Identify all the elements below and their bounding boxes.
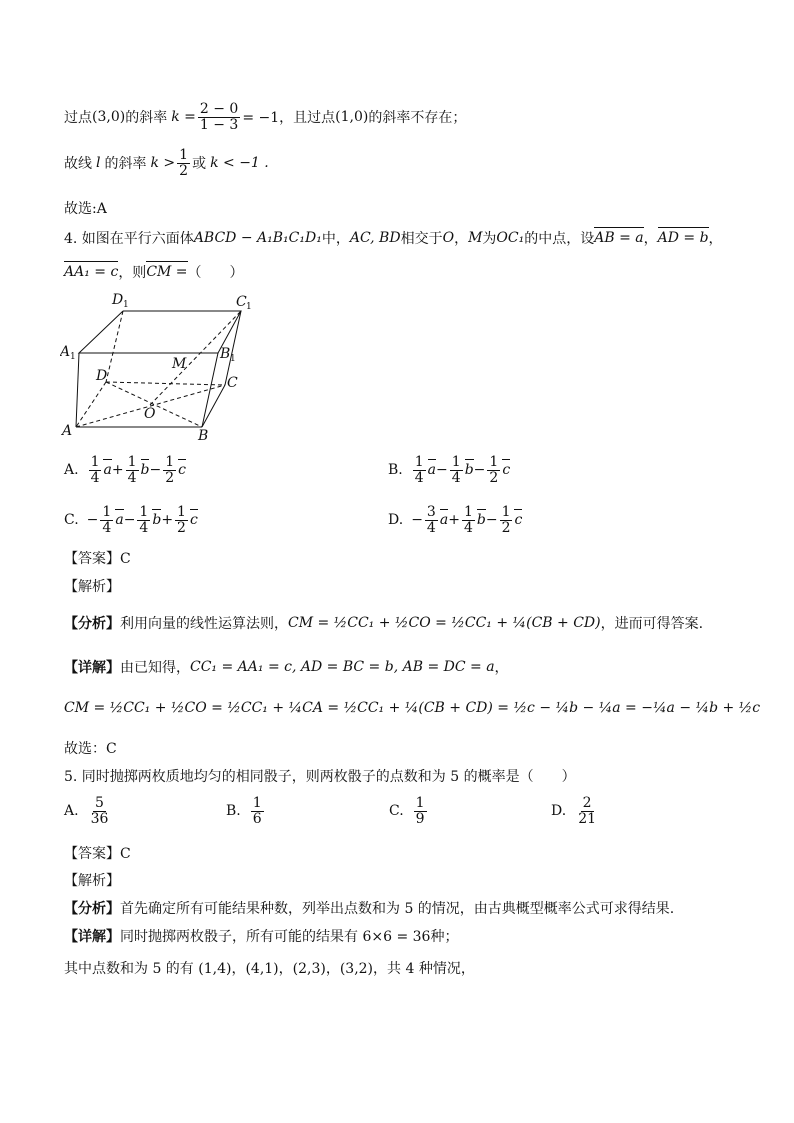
fraction bbox=[576, 796, 598, 826]
numerator: 1 bbox=[102, 504, 112, 520]
vector: a bbox=[439, 512, 449, 529]
numerator: 1 bbox=[414, 454, 424, 470]
vector-ab: AB = a bbox=[594, 230, 644, 246]
denominator: 6 bbox=[252, 810, 262, 827]
fraction bbox=[414, 796, 427, 826]
q4-stem-line-1 bbox=[64, 228, 723, 248]
q4-fenxi bbox=[64, 613, 703, 633]
label-d1-sub: 1 bbox=[123, 300, 129, 310]
fraction bbox=[487, 455, 500, 485]
slope-line-2 bbox=[64, 148, 269, 178]
text: 过点 bbox=[64, 110, 92, 127]
label-c1-sub: 1 bbox=[246, 302, 252, 312]
text: ，则 bbox=[118, 265, 147, 281]
q4-derivation bbox=[64, 700, 760, 716]
vector: b bbox=[140, 462, 150, 479]
fraction bbox=[163, 455, 176, 485]
numerator: 1 bbox=[463, 504, 473, 520]
point: (1,0) bbox=[335, 109, 369, 126]
label-d: D bbox=[96, 368, 108, 384]
text: 或 bbox=[192, 156, 207, 173]
numerator: 2 bbox=[582, 795, 592, 811]
fraction bbox=[425, 505, 438, 535]
point: (3,0) bbox=[92, 109, 126, 126]
q5-option-a[interactable] bbox=[64, 796, 112, 826]
label-c1: C bbox=[236, 294, 247, 310]
vector: c bbox=[178, 462, 186, 479]
fraction bbox=[450, 455, 463, 485]
vector-aa1: AA₁ = c bbox=[64, 264, 119, 280]
denominator: 9 bbox=[415, 810, 425, 827]
vector: b bbox=[464, 462, 474, 479]
option-label: A. bbox=[64, 462, 79, 479]
q4-option-b[interactable] bbox=[388, 455, 510, 485]
option-label: D. bbox=[388, 512, 404, 529]
q5-stem: 5. 同时抛掷两枚质地均匀的相同骰子，则两枚骰子的点数和为 5 的概率是（ ） bbox=[64, 769, 576, 785]
text: 故线 bbox=[64, 156, 92, 173]
text: ， bbox=[708, 231, 723, 247]
numerator: 1 bbox=[501, 504, 511, 520]
numerator: 1 bbox=[139, 504, 149, 520]
text: 中， bbox=[321, 231, 350, 247]
q4-stem-line-2 bbox=[64, 262, 244, 282]
label-b1: B bbox=[220, 346, 231, 362]
numerator: 1 bbox=[252, 795, 262, 811]
numerator: 3 bbox=[426, 504, 436, 520]
denominator: 36 bbox=[90, 810, 109, 827]
text: 由已知得， bbox=[120, 660, 190, 676]
q4-option-d[interactable] bbox=[388, 505, 522, 535]
denominator: 4 bbox=[127, 469, 137, 486]
label-c: C bbox=[227, 375, 238, 391]
operator: − bbox=[473, 462, 486, 479]
numerator: 1 bbox=[165, 454, 175, 470]
denominator: 4 bbox=[102, 519, 112, 536]
q5-answer: 【答案】C bbox=[64, 846, 131, 862]
operator: + bbox=[111, 462, 124, 479]
slope-line-1 bbox=[64, 102, 466, 132]
denominator: 2 bbox=[165, 469, 175, 486]
denominator: 4 bbox=[463, 519, 473, 536]
operator: + bbox=[448, 512, 460, 529]
line-symbol: l bbox=[96, 155, 101, 172]
slope-symbol: k = bbox=[171, 109, 196, 126]
fraction bbox=[126, 455, 139, 485]
text: ， bbox=[643, 231, 658, 247]
vector-ad: AD = b bbox=[657, 230, 709, 246]
denominator: 2 bbox=[501, 519, 511, 536]
sign: − bbox=[86, 512, 99, 529]
operator: − bbox=[149, 462, 162, 479]
q5-analysis-heading: 【解析】 bbox=[64, 873, 120, 889]
text: 相交于 bbox=[400, 231, 443, 247]
q4-final-answer: 故选：C bbox=[64, 741, 117, 757]
label-b: B bbox=[198, 428, 209, 444]
option-label: B. bbox=[226, 803, 241, 820]
q4-option-a[interactable] bbox=[64, 455, 186, 485]
sign: − bbox=[411, 512, 423, 529]
fraction bbox=[89, 796, 111, 826]
formula: CC₁ = AA₁ = c, AD = BC = b, AB = DC = a bbox=[190, 659, 495, 675]
option-label: C. bbox=[64, 512, 79, 529]
solid-name: ABCD − A₁B₁C₁D₁ bbox=[193, 230, 322, 246]
denominator: 2 bbox=[179, 162, 189, 179]
vector: c bbox=[189, 512, 198, 529]
q5-option-b[interactable] bbox=[226, 796, 266, 826]
section-tag: 【分析】 bbox=[64, 616, 120, 632]
vector-cm: CM = bbox=[146, 264, 188, 280]
fraction bbox=[175, 505, 188, 535]
slope-symbol: k > bbox=[150, 155, 176, 172]
vector: b bbox=[476, 512, 486, 529]
point-m: M bbox=[468, 230, 483, 246]
label-a1: A bbox=[60, 344, 71, 360]
option-label: D. bbox=[551, 803, 567, 820]
text: 的斜率 bbox=[125, 110, 168, 127]
vector: a bbox=[115, 512, 124, 529]
text: ，进而可得答案. bbox=[600, 616, 704, 632]
section-tag: 【分析】 bbox=[64, 901, 120, 917]
text: 4. 如图在平行六面体 bbox=[64, 231, 194, 247]
numerator: 2 − 0 bbox=[199, 101, 239, 117]
q5-option-c[interactable] bbox=[389, 796, 429, 826]
numerator: 1 bbox=[177, 504, 186, 520]
q5-xiangjie bbox=[64, 926, 458, 946]
label-a: A bbox=[62, 423, 73, 439]
numerator: 1 bbox=[451, 454, 461, 470]
text: 的斜率 bbox=[104, 156, 147, 173]
segment-oc1: OC₁ bbox=[496, 230, 525, 246]
formula: CM = ½CC₁ + ½CO = ½CC₁ + ¼(CB + CD) bbox=[288, 615, 601, 631]
point-o: O bbox=[442, 230, 455, 246]
fraction bbox=[177, 148, 190, 178]
denominator: 2 bbox=[489, 469, 499, 486]
section-tag: 【详解】 bbox=[64, 660, 120, 676]
formula: CM = ½CC₁ + ½CO = ½CC₁ + ¼CA = ½CC₁ + ¼(CB + CD) = ½c − ¼b − ¼a = −¼a − ¼b + ½c bbox=[64, 700, 761, 716]
q5-fenxi bbox=[64, 898, 674, 918]
text: 的中点，设 bbox=[524, 231, 595, 247]
operator: − bbox=[123, 512, 136, 529]
segments: AC, BD bbox=[349, 230, 401, 246]
label-d1: D bbox=[112, 292, 124, 308]
fraction bbox=[198, 102, 240, 132]
inequality: k < −1 . bbox=[210, 155, 269, 172]
label-a1-sub: 1 bbox=[70, 352, 76, 362]
denominator: 2 bbox=[177, 519, 186, 536]
denominator: 1 − 3 bbox=[199, 116, 239, 133]
vector: c bbox=[514, 512, 523, 529]
fraction bbox=[137, 505, 150, 535]
denominator: 21 bbox=[578, 810, 597, 827]
numerator: 5 bbox=[95, 795, 104, 811]
option-label: B. bbox=[388, 462, 403, 479]
text: 同时抛掷两枚骰子，所有可能的结果有 6×6 = 36种； bbox=[120, 929, 459, 945]
fraction bbox=[251, 796, 264, 826]
vector: b bbox=[152, 512, 162, 529]
numerator: 1 bbox=[90, 454, 100, 470]
denominator: 4 bbox=[139, 519, 149, 536]
operator: − bbox=[436, 462, 448, 479]
denominator: 4 bbox=[414, 469, 424, 486]
denominator: 4 bbox=[451, 469, 461, 486]
denominator: 4 bbox=[90, 469, 100, 486]
prev-answer: 故选:A bbox=[64, 201, 107, 217]
option-label: A. bbox=[64, 803, 79, 820]
operator: − bbox=[485, 512, 498, 529]
label-m: M bbox=[172, 356, 187, 372]
label-b1-sub: 1 bbox=[230, 354, 236, 364]
q4-analysis-heading: 【解析】 bbox=[64, 579, 120, 595]
fraction bbox=[462, 505, 475, 535]
text: 的斜率不存在； bbox=[368, 110, 467, 127]
numerator: 1 bbox=[179, 147, 189, 163]
vector: a bbox=[103, 462, 112, 479]
numerator: 1 bbox=[489, 454, 499, 470]
section-tag: 【详解】 bbox=[64, 929, 120, 945]
operator: + bbox=[161, 512, 174, 529]
vector: a bbox=[427, 462, 437, 479]
text: （ ） bbox=[187, 265, 244, 281]
numerator: 1 bbox=[127, 454, 137, 470]
label-o: O bbox=[144, 406, 156, 422]
numerator: 1 bbox=[415, 795, 425, 811]
fraction bbox=[500, 505, 513, 535]
q4-answer: 【答案】C bbox=[64, 551, 131, 567]
text: 利用向量的线性运算法则， bbox=[120, 616, 288, 632]
vector: c bbox=[502, 462, 511, 479]
text: ， bbox=[494, 660, 509, 676]
option-label: C. bbox=[389, 803, 404, 820]
text: 为 bbox=[482, 231, 497, 247]
text: = −1，且过点 bbox=[242, 110, 336, 127]
text: ， bbox=[454, 231, 469, 247]
q4-option-c[interactable] bbox=[64, 505, 198, 535]
q5-option-d[interactable] bbox=[551, 796, 600, 826]
q5-last-line: 其中点数和为 5 的有 (1,4)，(4,1)，(2,3)，(3,2)，共 4 种情况， bbox=[64, 961, 475, 977]
q4-xiangjie bbox=[64, 657, 509, 677]
fraction bbox=[89, 455, 102, 485]
denominator: 4 bbox=[426, 519, 436, 536]
text: 首先确定所有可能结果种数，列举出点数和为 5 的情况，由古典概型概率公式可求得结果. bbox=[120, 901, 675, 917]
fraction bbox=[100, 505, 113, 535]
parallelepiped-figure bbox=[60, 290, 260, 450]
fraction bbox=[413, 455, 426, 485]
